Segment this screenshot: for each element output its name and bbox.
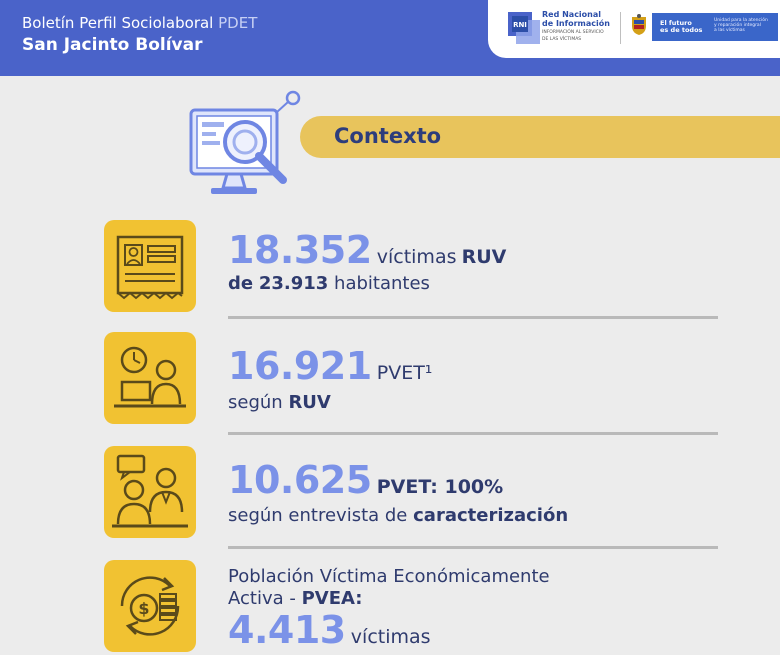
pvet-interview-label: PVET: 100% bbox=[376, 476, 504, 498]
divider bbox=[228, 316, 718, 319]
pvet-ruv-source: RUV bbox=[288, 392, 331, 413]
victims-number: 18.352 bbox=[228, 228, 372, 272]
section-banner bbox=[300, 116, 780, 158]
pvet-ruv-line2 bbox=[228, 392, 331, 413]
government-logo bbox=[652, 13, 778, 41]
municipality-title: San Jacinto Bolívar bbox=[22, 35, 203, 55]
pvet-ruv-number: 16.921 bbox=[228, 344, 372, 388]
divider bbox=[228, 546, 718, 549]
pvet-interview-source-pre: según entrevista de bbox=[228, 505, 408, 526]
pvea-line3 bbox=[228, 608, 431, 652]
bulletin-title bbox=[22, 14, 257, 32]
divider bbox=[228, 432, 718, 435]
interview-icon bbox=[104, 446, 196, 538]
bulletin-title-accent: PDET bbox=[218, 14, 258, 32]
pvea-line1: Población Víctima Económicamente bbox=[228, 566, 550, 587]
unit-text-2: y reparación integral bbox=[714, 23, 761, 28]
unit-text-1: Unidad para la atención bbox=[714, 18, 768, 23]
logo-separator bbox=[620, 12, 621, 44]
rni-tagline-1: INFORMACIÓN AL SERVICIO bbox=[542, 30, 604, 35]
victims-label: víctimas bbox=[376, 246, 457, 268]
clock-worker-icon bbox=[104, 332, 196, 424]
population-number: 23.913 bbox=[258, 273, 329, 294]
pvet-ruv-source-pre: según bbox=[228, 392, 283, 413]
pvet-ruv-line1 bbox=[228, 344, 432, 388]
section-title: Contexto bbox=[334, 124, 442, 148]
pvea-line2-pre: Activa - bbox=[228, 588, 296, 609]
svg-text:$: $ bbox=[138, 599, 150, 618]
victims-stat-line1 bbox=[228, 228, 506, 272]
pvet-interview-line2 bbox=[228, 505, 568, 526]
rni-name-2: de Información bbox=[542, 19, 610, 28]
pvea-number: 4.413 bbox=[228, 608, 346, 652]
pvet-ruv-label: PVET¹ bbox=[376, 362, 433, 384]
money-cycle-icon bbox=[104, 560, 196, 652]
population-suffix: habitantes bbox=[334, 273, 430, 294]
rni-badge-text: RNI bbox=[513, 21, 527, 29]
pvet-interview-line1 bbox=[228, 458, 503, 502]
unit-text-3: a las víctimas bbox=[714, 28, 745, 33]
document-icon bbox=[104, 220, 196, 312]
gov-slogan-2: es de todos bbox=[660, 26, 703, 34]
logo-panel bbox=[488, 0, 780, 58]
gov-slogan-1: El futuro bbox=[660, 19, 692, 27]
pvea-line2 bbox=[228, 588, 362, 609]
victims-stat-line2 bbox=[228, 273, 430, 294]
monitor-magnifier-icon bbox=[185, 90, 305, 206]
rni-name-1: Red Nacional bbox=[542, 10, 602, 19]
rni-tagline-2: DE LAS VÍCTIMAS bbox=[542, 37, 582, 42]
rni-logo-icon bbox=[508, 10, 540, 44]
victims-ruv: RUV bbox=[461, 246, 507, 268]
pvea-acronym: PVEA: bbox=[301, 588, 363, 609]
gov-slogan bbox=[660, 20, 706, 34]
victims-unit-text bbox=[714, 18, 776, 33]
bulletin-title-main: Boletín Perfil Sociolaboral bbox=[22, 14, 214, 32]
population-prefix: de bbox=[228, 273, 254, 294]
coat-of-arms-icon bbox=[630, 14, 648, 36]
pvet-interview-number: 10.625 bbox=[228, 458, 372, 502]
rni-text bbox=[542, 10, 622, 42]
pvea-label: víctimas bbox=[350, 626, 431, 648]
pvet-interview-source: caracterización bbox=[413, 505, 569, 526]
